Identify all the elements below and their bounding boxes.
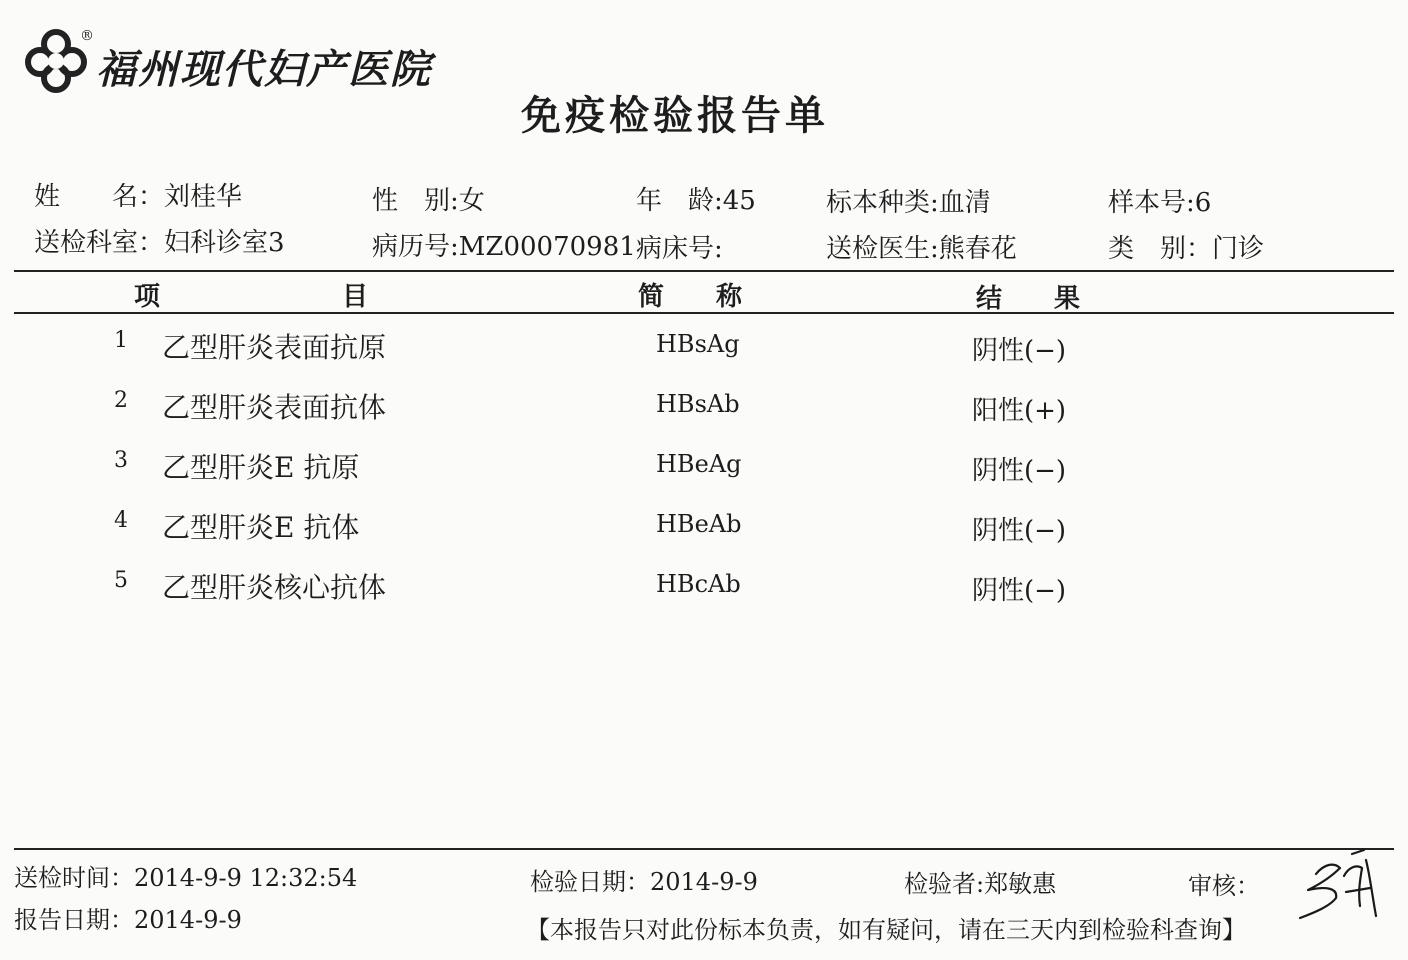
age-label: 年 龄: — [636, 186, 723, 216]
age-value: 45 — [722, 186, 756, 216]
dept-label: 送检科室： — [34, 228, 165, 258]
submit-time-label: 送检时间： — [14, 864, 134, 892]
patient-name-label: 姓 名： — [34, 182, 165, 212]
patient-name-field — [34, 176, 242, 213]
row-result: 阴性(−) — [972, 336, 1067, 366]
report-date-label: 报告日期： — [14, 906, 134, 934]
sample-no-field — [1108, 182, 1211, 219]
record-no-field — [372, 226, 636, 263]
disclaimer-note: 【本报告只对此份标本负责，如有疑问，请在三天内到检验科查询】 — [526, 916, 1246, 944]
row-item-name: 乙型肝炎表面抗体 — [162, 391, 387, 424]
tester-value: 郑敏惠 — [984, 870, 1057, 898]
row-abbr: HBeAg — [656, 450, 742, 478]
header-result: 结 果 — [976, 284, 1081, 314]
registered-mark: ® — [80, 28, 94, 44]
sample-no-label: 样本号: — [1108, 188, 1195, 218]
doctor-field — [826, 228, 1017, 265]
report-date-value: 2014-9-9 — [134, 906, 242, 934]
patient-name-value: 刘桂华 — [164, 182, 243, 212]
record-no-label: 病历号: — [372, 232, 459, 262]
age-field — [636, 180, 756, 217]
header-abbr: 简 称 — [638, 282, 743, 312]
reviewer-signature — [1286, 846, 1386, 926]
row-number: 4 — [114, 508, 128, 533]
row-number: 3 — [114, 448, 128, 473]
reviewer-label: 审核： — [1188, 872, 1260, 900]
doctor-label: 送检医生: — [826, 234, 939, 264]
test-date-value: 2014-9-9 — [650, 868, 758, 896]
doctor-value: 熊春花 — [938, 234, 1017, 264]
hospital-name: 福州现代妇产医院 — [96, 46, 432, 93]
row-abbr: HBcAb — [656, 570, 741, 598]
test-date-field — [530, 862, 758, 897]
row-result: 阴性(−) — [972, 576, 1067, 606]
sex-label: 性 别: — [372, 186, 459, 216]
sex-value: 女 — [458, 186, 485, 216]
dept-field — [34, 222, 285, 259]
specimen-type-value: 血清 — [938, 188, 991, 218]
row-result: 阴性(−) — [972, 516, 1067, 546]
row-abbr: HBsAg — [656, 330, 740, 358]
specimen-type-field — [826, 182, 991, 219]
specimen-type-label: 标本种类: — [826, 188, 939, 218]
row-item-name: 乙型肝炎E 抗体 — [162, 511, 360, 544]
table-top-rule — [14, 270, 1394, 272]
sample-no-value: 6 — [1194, 188, 1212, 218]
tester-label: 检验者: — [904, 870, 985, 898]
row-item-name: 乙型肝炎表面抗原 — [162, 331, 387, 364]
row-item-name: 乙型肝炎核心抗体 — [162, 571, 387, 604]
bed-no-label: 病床号: — [636, 234, 723, 264]
category-field — [1108, 228, 1264, 265]
row-number: 2 — [114, 388, 128, 413]
submit-time-field — [14, 858, 357, 893]
submit-time-value: 2014-9-9 12:32:54 — [134, 864, 358, 892]
header-item: 项 目 — [134, 282, 369, 312]
tester-field — [904, 864, 1056, 899]
category-label: 类 别： — [1108, 234, 1213, 264]
sex-field — [372, 180, 485, 217]
dept-value: 妇科诊室3 — [164, 228, 285, 258]
record-no-value: MZ00070981 — [458, 232, 636, 262]
row-abbr: HBsAb — [656, 390, 740, 418]
report-date-field — [14, 900, 242, 935]
page-title: 免疫检验报告单 — [521, 92, 829, 139]
category-value: 门诊 — [1212, 234, 1265, 264]
footer-rule — [14, 848, 1394, 850]
bed-no-field — [636, 228, 723, 265]
test-date-label: 检验日期： — [530, 868, 650, 896]
row-abbr: HBeAb — [656, 510, 742, 538]
row-result: 阳性(+) — [972, 396, 1067, 426]
row-item-name: 乙型肝炎E 抗原 — [162, 451, 360, 484]
row-number: 5 — [114, 568, 128, 593]
table-header-rule — [14, 312, 1394, 314]
row-result: 阴性(−) — [972, 456, 1067, 486]
row-number: 1 — [114, 328, 128, 353]
